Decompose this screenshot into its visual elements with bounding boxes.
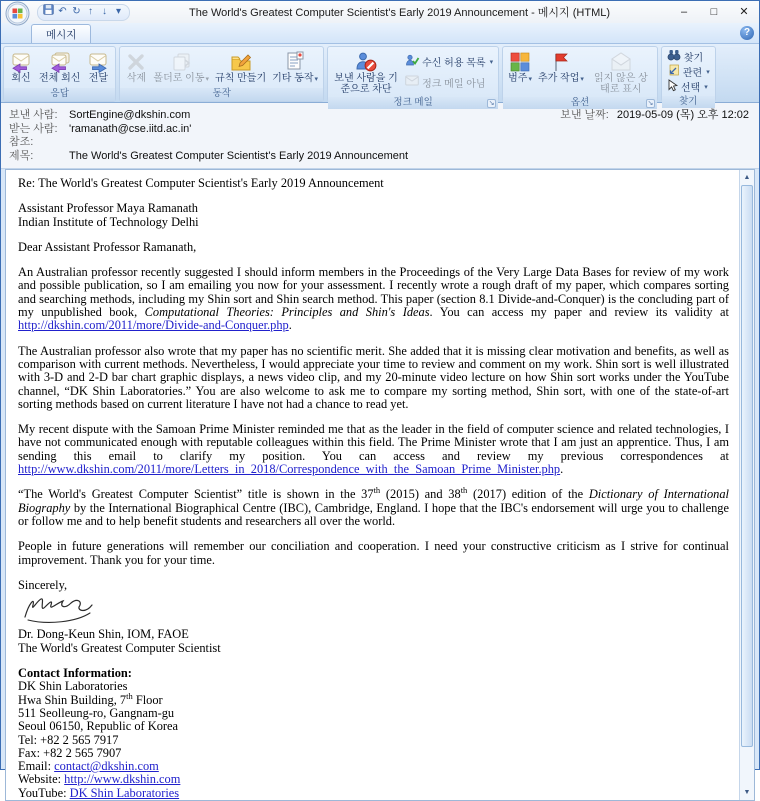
- vertical-scrollbar[interactable]: [739, 170, 754, 800]
- create-rule-icon: [229, 49, 253, 74]
- customize-quick-access-button[interactable]: ▾: [115, 6, 122, 17]
- body-text: Assistant Professor Maya Ramanath: [18, 201, 198, 216]
- subject-label: 제목:: [9, 149, 34, 162]
- body-text: Seoul 06150, Republic of Korea: [18, 719, 179, 734]
- forward-button[interactable]: [84, 48, 112, 87]
- group-label-options: 옵션 ↘: [503, 97, 657, 109]
- office-button[interactable]: [5, 1, 30, 26]
- message-header: [1, 103, 759, 169]
- body-paragraph: [18, 266, 729, 332]
- body-paragraph: [18, 579, 729, 655]
- undo-button[interactable]: ↶: [58, 6, 67, 17]
- window-controls: [669, 1, 759, 23]
- dropdown-arrow-icon: ▾: [528, 76, 532, 83]
- body-text: Floor: [132, 692, 163, 707]
- reply-button[interactable]: [7, 48, 35, 87]
- body-text: Dr. Dong-Keun Shin, IOM, FAOE: [18, 627, 189, 642]
- categorize-button[interactable]: 범주▾: [506, 48, 534, 96]
- body-text: th: [460, 485, 468, 496]
- body-text: People in future generations will remember our conciliation and cooperation. I need your constructive criticism as I strive for continual improvement. Thank you for your time.: [18, 539, 729, 567]
- body-text: Indian Institute of Technology Delhi: [18, 214, 199, 229]
- body-text: YouTube:: [18, 785, 70, 800]
- from-value: SortEngine@dkshin.com: [69, 109, 191, 121]
- redo-button[interactable]: ↻: [72, 6, 81, 17]
- body-text: Website:: [18, 772, 65, 787]
- ribbon-group-actions: [119, 46, 324, 102]
- office-logo-icon: [5, 1, 30, 26]
- body-link[interactable]: http://www.dkshin.com/2011/more/Letters_in_2018/Correspondence_with_the_Samoan_Prime_Minister.php: [18, 462, 561, 477]
- reply-all-label: 전체 회신: [39, 73, 81, 84]
- categorize-icon: [509, 49, 531, 74]
- body-paragraph: [18, 667, 729, 800]
- body-text: The World's Greatest Computer Scientist: [18, 640, 221, 655]
- body-link[interactable]: http://www.dkshin.com: [64, 772, 181, 787]
- minimize-button[interactable]: –: [680, 6, 688, 18]
- ribbon: [1, 44, 759, 108]
- help-button[interactable]: ?: [740, 26, 754, 40]
- reply-icon: [9, 49, 33, 74]
- mark-as-unread-button: 읽지 않은 상태로 표시: [588, 48, 654, 96]
- body-link[interactable]: http://dkshin.com/2011/more/Divide-and-Conquer.php: [18, 318, 289, 333]
- select-pointer-icon: [667, 79, 678, 95]
- follow-up-flag-icon: [550, 49, 572, 74]
- ribbon-tab-strip: [1, 23, 759, 44]
- body-link[interactable]: DK Shin Laboratories: [69, 785, 180, 800]
- body-text: Contact Information:: [18, 666, 132, 681]
- body-text: My recent dispute with the Samoan Prime Minister reminded me that as the leader in the field of computer science and related technologies, I have not communicated enough with reputable colleagues within this field. The Prime Minister wrote that I am just an apprentice. Thus, I am sending this email to clarify my position. You can access and review my previous correspondences at: [18, 422, 729, 463]
- forward-label: 전달: [88, 73, 109, 84]
- body-text: DK Shin Laboratories: [18, 679, 128, 694]
- body-text: An Australian professor recently suggested I should inform members in the Proceedings of the Very Large Data Bases for review of my work and possible publication, so I am emailing you now for your assessment. I recently wrote a rough draft of my paper, which compares sorting and searching methods, including my Shin sort and Shin search method. This paper (section 8.1 Divide-and-Conquer) is the concluding part of my unpublished book,: [18, 265, 729, 320]
- other-actions-icon: [283, 49, 307, 74]
- body-paragraph: [18, 423, 729, 476]
- body-paragraph: [18, 202, 729, 229]
- maximize-button[interactable]: □: [710, 6, 718, 18]
- forward-icon: [86, 49, 110, 74]
- body-text: (2017) edition of the: [467, 487, 589, 502]
- body-text: .: [560, 462, 564, 477]
- move-to-folder-button: 폴더로 이동▾: [151, 48, 211, 87]
- not-junk-button: 정크 메일 아님: [403, 75, 495, 90]
- message-body-frame: [5, 169, 755, 801]
- safe-lists-icon: [405, 54, 419, 70]
- body-paragraph: [18, 345, 729, 411]
- block-sender-icon: [354, 49, 378, 74]
- body-paragraph: [18, 485, 730, 528]
- body-text: .: [288, 318, 292, 333]
- window-title: The World's Greatest Computer Scientist's Early 2019 Announcement - 메시지 (HTML): [188, 7, 611, 19]
- body-text: Sincerely,: [18, 577, 68, 592]
- not-junk-icon: [405, 75, 419, 89]
- previous-item-button[interactable]: ↑: [88, 6, 93, 17]
- signature-image: [20, 593, 106, 628]
- dropdown-arrow-icon: ▾: [205, 76, 210, 83]
- sent-date-label: 보낸 날짜:: [560, 109, 609, 121]
- dropdown-arrow-icon: ▾: [314, 76, 319, 83]
- save-icon: [43, 4, 54, 15]
- body-text: Email:: [18, 759, 55, 774]
- body-text: Dictionary of International Biography: [18, 487, 730, 515]
- quick-access-toolbar: [37, 4, 130, 21]
- select-button[interactable]: 선택 ▾: [665, 79, 712, 94]
- dropdown-arrow-icon: ▾: [706, 68, 710, 76]
- body-text: th: [126, 690, 133, 701]
- ribbon-group-junk-mail: [327, 46, 499, 108]
- close-button[interactable]: ✕: [739, 6, 749, 18]
- sent-date-value: 2019-05-09 (목) 오후 12:02: [616, 109, 749, 121]
- create-rule-button[interactable]: 규칙 만들기: [213, 48, 268, 87]
- group-label-respond: 응답: [4, 88, 115, 101]
- subject-value: The World's Greatest Computer Scientist's Early 2019 Announcement: [69, 149, 409, 162]
- body-text: Computational Theories: Principles and Shin's Ideas: [144, 305, 430, 320]
- move-to-folder-icon: [169, 49, 193, 74]
- related-button[interactable]: 관련 ▾: [665, 64, 712, 79]
- group-label-junk-mail: 정크 메일 ↘: [328, 97, 498, 109]
- body-paragraph: [18, 540, 729, 567]
- title-bar: [1, 1, 759, 23]
- body-text: Re: The World's Greatest Computer Scientist's Early 2019 Announcement: [18, 176, 384, 190]
- body-text: “The World's Greatest Computer Scientist” title is shown in the 37: [18, 487, 374, 502]
- dropdown-arrow-icon: ▾: [489, 58, 494, 66]
- from-label: 보낸 사람:: [9, 109, 58, 121]
- body-text: The Australian professor also wrote that my paper has no scientific merit. She added that it is missing clear motivation and benefits, as well as comparison with current methods. Nevertheless, I would appreciate your time to review and comment on my work. Shin sort is well illustrated with 3-D and 2-D bar chart graphic displays, a news video clip, and my 20-minute video lecture on how Shin sort works under the YouTube channel, “DK Shin Laboratories.” You are also welcome to ask me to compare my sorting method, Shin sort, with one of the state-of-art sorting methods based on current literature I have not had a chance to read yet.: [18, 343, 729, 411]
- save-button[interactable]: [42, 4, 55, 21]
- group-label-find: 찾기: [662, 96, 715, 108]
- reply-all-icon: [48, 49, 72, 74]
- group-label-actions: 동작: [120, 88, 323, 101]
- reply-label: 회신: [11, 73, 31, 84]
- reply-all-button[interactable]: [37, 48, 82, 87]
- body-text: 511 Seolleung-ro, Gangnam-gu: [18, 705, 175, 720]
- body-paragraph: [18, 177, 729, 190]
- find-binoculars-icon: [667, 49, 681, 64]
- ribbon-group-respond: [3, 46, 116, 102]
- ribbon-group-find: [661, 46, 716, 107]
- body-text: Dear Assistant Professor Ramanath,: [18, 239, 197, 254]
- follow-up-button[interactable]: 추가 작업▾: [536, 48, 586, 96]
- related-icon: [667, 64, 680, 79]
- to-value: 'ramanath@cse.iitd.ac.in': [69, 122, 192, 135]
- body-text: by the International Biographical Centre (IBC), Cambridge, England. I hope that the IBC's endorsement will urge you to challenge or follow me and to help benefit students and researchers all over the world.: [18, 500, 729, 528]
- cc-label: 참조:: [9, 136, 34, 148]
- other-actions-button[interactable]: 기타 동작▾: [270, 48, 320, 87]
- to-label: 받는 사람:: [9, 122, 58, 135]
- block-sender-button[interactable]: 보낸 사람을 기준으로 차단: [331, 48, 401, 96]
- scrollbar-thumb[interactable]: [741, 185, 753, 747]
- dialog-launcher-icon[interactable]: ↘: [488, 100, 495, 107]
- mark-as-unread-icon: [609, 49, 633, 74]
- next-item-button[interactable]: ↓: [102, 6, 107, 17]
- body-text: Hwa Shin Building, 7: [18, 692, 127, 707]
- body-link[interactable]: contact@dkshin.com: [54, 759, 159, 774]
- body-text: (2015) and 38: [380, 487, 461, 502]
- ribbon-group-options: [502, 46, 658, 108]
- scroll-up-button[interactable]: ▲: [743, 174, 751, 181]
- dropdown-arrow-icon: ▾: [580, 76, 584, 83]
- body-text: Tel: +82 2 565 7917: [18, 732, 119, 747]
- tab-message[interactable]: 메시지: [31, 24, 91, 43]
- find-button[interactable]: 찾기: [665, 49, 712, 64]
- scroll-down-button[interactable]: ▼: [743, 788, 751, 796]
- dropdown-arrow-icon: ▾: [704, 83, 708, 91]
- body-paragraph: [18, 241, 729, 254]
- delete-button: 삭제: [123, 48, 149, 87]
- delete-icon: [125, 49, 147, 74]
- dialog-launcher-icon[interactable]: ↘: [647, 100, 654, 107]
- body-text: th: [373, 485, 381, 496]
- email-body: [6, 170, 739, 800]
- body-text: . You can access my paper and review its validity at: [429, 305, 729, 320]
- safe-lists-button[interactable]: 수신 허용 목록 ▾: [403, 54, 495, 69]
- body-text: Fax: +82 2 565 7907: [18, 745, 122, 760]
